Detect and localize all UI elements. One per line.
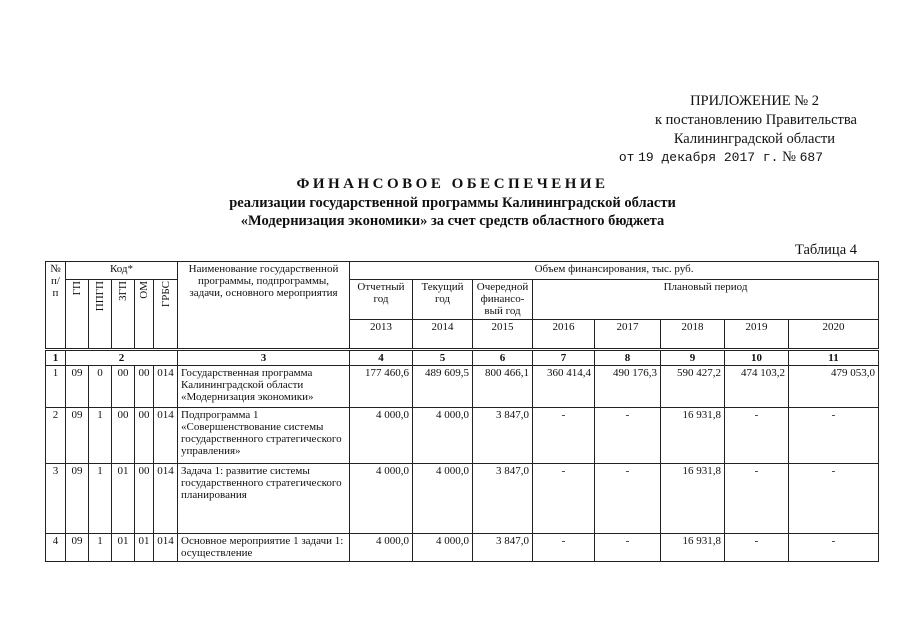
value-cell: - [533, 464, 595, 534]
code-grbs: 014 [154, 408, 178, 464]
value-cell: 800 466,1 [473, 366, 533, 408]
value-cell: 177 460,6 [350, 366, 413, 408]
code-om: 01 [135, 534, 154, 562]
appendix-region: Калининградской области [673, 131, 835, 147]
year-cell: 2018 [661, 320, 725, 350]
index-cell: 2 [66, 350, 178, 366]
value-cell: - [789, 534, 879, 562]
value-cell: 4 000,0 [413, 464, 473, 534]
value-cell: 479 053,0 [789, 366, 879, 408]
header-code-ppgp: ППГП [89, 280, 112, 350]
value-cell: - [533, 408, 595, 464]
header-report-year: Отчетный год [350, 280, 413, 320]
table-row [46, 366, 879, 408]
value-cell: 16 931,8 [661, 408, 725, 464]
code-zgp: 00 [112, 366, 135, 408]
value-cell: 16 931,8 [661, 464, 725, 534]
code-om: 00 [135, 464, 154, 534]
year-cell: 2015 [473, 320, 533, 350]
row-name: Государственная программа Калининградской области «Модернизация экономики» [178, 366, 350, 408]
header-name: Наименование государственной программы, подпрограммы, задачи, основного мероприятия [178, 262, 350, 350]
header-code-zgp: ЗГП [112, 280, 135, 350]
table-row [46, 408, 879, 464]
document-title: ФИНАНСОВОЕ ОБЕСПЕЧЕНИЕ [296, 176, 609, 192]
year-cell: 2019 [725, 320, 789, 350]
row-num: 4 [46, 534, 66, 562]
header-current-year: Текущий год [413, 280, 473, 320]
row-name: Подпрограмма 1 «Совершенствование системы государственного стратегического управления» [178, 408, 350, 464]
code-zgp: 01 [112, 464, 135, 534]
row-num: 3 [46, 464, 66, 534]
code-grbs: 014 [154, 366, 178, 408]
value-cell: 3 847,0 [473, 408, 533, 464]
row-name: Основное мероприятие 1 задачи 1: осуществление [178, 534, 350, 562]
row-num: 2 [46, 408, 66, 464]
row-name: Задача 1: развитие системы государственного стратегического планирования [178, 464, 350, 534]
value-cell: - [595, 408, 661, 464]
value-cell: 4 000,0 [413, 408, 473, 464]
document-subtitle-2: «Модернизация экономики» за счет средств областного бюджета [240, 213, 665, 229]
financing-table [45, 261, 879, 562]
value-cell: 474 103,2 [725, 366, 789, 408]
code-grbs: 014 [154, 464, 178, 534]
code-ppgp: 0 [89, 366, 112, 408]
value-cell: 4 000,0 [350, 408, 413, 464]
header-code: Код* [66, 262, 178, 280]
table-row [46, 534, 879, 562]
value-cell: 490 176,3 [595, 366, 661, 408]
index-cell: 4 [350, 350, 413, 366]
code-gp: 09 [66, 464, 89, 534]
index-cell: 7 [533, 350, 595, 366]
appendix-date-line [619, 147, 823, 168]
code-om: 00 [135, 366, 154, 408]
header-num: № п/п [46, 262, 66, 350]
header-next-year: Очередной финансо-вый год [473, 280, 533, 320]
value-cell: - [595, 464, 661, 534]
index-cell: 8 [595, 350, 661, 366]
header-plan-period: Плановый период [533, 280, 879, 320]
year-cell: 2016 [533, 320, 595, 350]
code-ppgp: 1 [89, 408, 112, 464]
code-om: 00 [135, 408, 154, 464]
code-ppgp: 1 [89, 464, 112, 534]
row-num: 1 [46, 366, 66, 408]
header-volume: Объем финансирования, тыс. руб. [350, 262, 879, 280]
year-cell: 2020 [789, 320, 879, 350]
value-cell: 4 000,0 [350, 534, 413, 562]
code-gp: 09 [66, 534, 89, 562]
header-code-gp: ГП [66, 280, 89, 350]
value-cell: - [789, 464, 879, 534]
value-cell: 3 847,0 [473, 534, 533, 562]
year-cell: 2013 [350, 320, 413, 350]
value-cell: 16 931,8 [661, 534, 725, 562]
index-cell: 6 [473, 350, 533, 366]
header-code-grbs: ГРБС [154, 280, 178, 350]
index-cell: 11 [789, 350, 879, 366]
code-zgp: 00 [112, 408, 135, 464]
value-cell: - [725, 408, 789, 464]
table-number: Таблица 4 [794, 242, 857, 258]
appendix-title: ПРИЛОЖЕНИЕ № 2 [690, 93, 819, 109]
table-row [46, 464, 879, 534]
code-ppgp: 1 [89, 534, 112, 562]
year-cell: 2014 [413, 320, 473, 350]
value-cell: - [789, 408, 879, 464]
value-cell: - [533, 534, 595, 562]
index-cell: 5 [413, 350, 473, 366]
number-label: № [782, 149, 796, 165]
date-value: 19 декабря 2017 г. [638, 150, 779, 165]
year-cell: 2017 [595, 320, 661, 350]
header-code-om: ОМ [135, 280, 154, 350]
value-cell: 489 609,5 [413, 366, 473, 408]
appendix-resolution: к постановлению Правительства [655, 112, 857, 128]
resolution-number: 687 [799, 150, 823, 165]
value-cell: 360 414,4 [533, 366, 595, 408]
index-cell: 1 [46, 350, 66, 366]
value-cell: - [725, 464, 789, 534]
code-zgp: 01 [112, 534, 135, 562]
value-cell: 4 000,0 [413, 534, 473, 562]
index-cell: 9 [661, 350, 725, 366]
code-gp: 09 [66, 408, 89, 464]
index-cell: 10 [725, 350, 789, 366]
code-gp: 09 [66, 366, 89, 408]
date-prefix: от [618, 150, 635, 165]
index-cell: 3 [178, 350, 350, 366]
document-subtitle-1: реализации государственной программы Калининградской области [229, 195, 676, 211]
value-cell: - [725, 534, 789, 562]
value-cell: 4 000,0 [350, 464, 413, 534]
value-cell: 590 427,2 [661, 366, 725, 408]
value-cell: - [595, 534, 661, 562]
value-cell: 3 847,0 [473, 464, 533, 534]
code-grbs: 014 [154, 534, 178, 562]
